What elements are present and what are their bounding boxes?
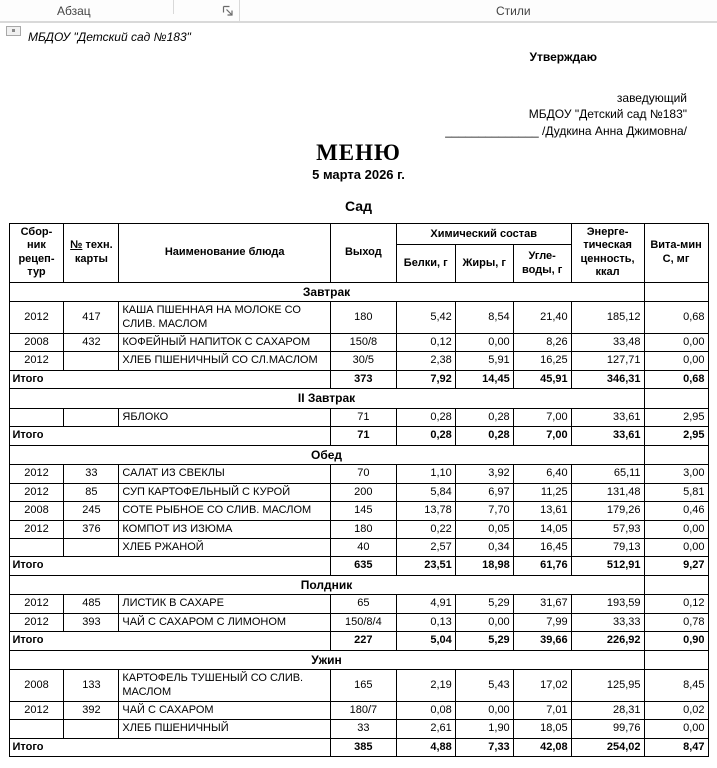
dish-row (9, 352, 708, 370)
cell-carbs: 18,05 (513, 720, 571, 738)
cell-collection: 2012 (9, 613, 64, 631)
dish-row (9, 538, 708, 556)
cell-collection: 2012 (9, 520, 64, 538)
menu-title: МЕНЮ (316, 140, 401, 165)
total-protein: 0,28 (396, 427, 455, 445)
cell-output: 145 (330, 502, 396, 520)
cell-protein: 2,57 (396, 538, 455, 556)
cell-vitamin-c: 0,78 (644, 613, 708, 631)
total-carbs: 45,91 (513, 370, 571, 388)
cell-protein: 0,13 (396, 613, 455, 631)
col-header-protein: Белки, г (396, 245, 455, 282)
total-carbs: 39,66 (513, 632, 571, 650)
cell-output: 180 (330, 302, 396, 334)
cell-kcal: 65,11 (571, 465, 644, 483)
meal-section-title: Обед (9, 445, 644, 465)
total-row (9, 427, 708, 445)
cell-kcal: 125,95 (571, 670, 644, 702)
meal-section-title: Завтрак (9, 282, 644, 302)
menu-table (9, 223, 709, 757)
cell-vitamin-c: 0,46 (644, 502, 708, 520)
meal-section-row (9, 282, 708, 302)
col-header-carbs: Угле-воды, г (513, 245, 571, 282)
cell-protein: 2,19 (396, 670, 455, 702)
cell-dish-name: ХЛЕБ ПШЕНИЧНЫЙ СО СЛ.МАСЛОМ (119, 352, 331, 370)
cell-collection (9, 538, 64, 556)
total-kcal: 33,61 (571, 427, 644, 445)
cell-vitamin-c: 0,68 (644, 302, 708, 334)
total-vitamin-c: 2,95 (644, 427, 708, 445)
dish-row (9, 302, 708, 334)
cell-vitamin-c: 2,95 (644, 408, 708, 426)
cell-carbs: 6,40 (513, 465, 571, 483)
paragraph-dialog-launcher-icon[interactable] (221, 4, 235, 18)
cell-card: 432 (64, 334, 119, 352)
cell-vitamin-c: 8,45 (644, 670, 708, 702)
cell-kcal: 57,93 (571, 520, 644, 538)
cell-vitamin-c: 0,00 (644, 720, 708, 738)
cell-kcal: 79,13 (571, 538, 644, 556)
col-header-card (64, 224, 119, 283)
cell-vitamin-c: 0,12 (644, 595, 708, 613)
cell-collection: 2008 (9, 334, 64, 352)
cell-fat: 0,28 (455, 408, 513, 426)
cell-collection: 2008 (9, 670, 64, 702)
total-output: 385 (330, 738, 396, 756)
cell-carbs: 7,00 (513, 408, 571, 426)
total-label: Итого (9, 557, 330, 575)
total-label: Итого (9, 370, 330, 388)
cell-dish-name: СОТЕ РЫБНОЕ СО СЛИВ. МАСЛОМ (119, 502, 331, 520)
cell-fat: 0,05 (455, 520, 513, 538)
cell-fat: 5,43 (455, 670, 513, 702)
cell-dish-name: ХЛЕБ ПШЕНИЧНЫЙ (119, 720, 331, 738)
cell-output: 150/8/4 (330, 613, 396, 631)
meal-section-tail-cell (644, 282, 708, 302)
cell-fat: 7,70 (455, 502, 513, 520)
total-kcal: 226,92 (571, 632, 644, 650)
total-vitamin-c: 0,68 (644, 370, 708, 388)
dish-row (9, 613, 708, 631)
dish-row (9, 465, 708, 483)
cell-carbs: 11,25 (513, 483, 571, 501)
total-row (9, 370, 708, 388)
meal-section-title: Ужин (9, 650, 644, 670)
cell-vitamin-c: 0,00 (644, 520, 708, 538)
cell-output: 40 (330, 538, 396, 556)
approver-org: МБДОУ "Детский сад №183" (528, 107, 687, 122)
cell-card: 85 (64, 483, 119, 501)
approve-label: Утверждаю (529, 50, 597, 64)
age-group-title: Сад (345, 198, 372, 214)
cell-fat: 0,00 (455, 702, 513, 720)
cell-protein: 2,38 (396, 352, 455, 370)
cell-kcal: 127,71 (571, 352, 644, 370)
cell-output: 30/5 (330, 352, 396, 370)
table-move-handle-icon[interactable] (6, 26, 21, 36)
col-header-energy: Энерге-тическая ценность, ккал (571, 224, 644, 283)
total-output: 71 (330, 427, 396, 445)
cell-kcal: 131,48 (571, 483, 644, 501)
total-protein: 7,92 (396, 370, 455, 388)
cell-kcal: 179,26 (571, 502, 644, 520)
cell-dish-name: ЧАЙ С САХАРОМ (119, 702, 331, 720)
cell-carbs: 17,02 (513, 670, 571, 702)
document-page (0, 23, 717, 757)
total-fat: 18,98 (455, 557, 513, 575)
cell-output: 65 (330, 595, 396, 613)
cell-card: 393 (64, 613, 119, 631)
cell-protein: 0,28 (396, 408, 455, 426)
numero-sign: № (70, 239, 83, 252)
total-carbs: 61,76 (513, 557, 571, 575)
col-header-fat: Жиры, г (455, 245, 513, 282)
dish-row (9, 720, 708, 738)
total-carbs: 42,08 (513, 738, 571, 756)
total-output: 227 (330, 632, 396, 650)
cell-vitamin-c: 0,00 (644, 334, 708, 352)
cell-carbs: 7,99 (513, 613, 571, 631)
total-protein: 5,04 (396, 632, 455, 650)
cell-dish-name: ЛИСТИК В САХАРЕ (119, 595, 331, 613)
cell-card: 392 (64, 702, 119, 720)
cell-vitamin-c: 0,00 (644, 538, 708, 556)
cell-kcal: 28,31 (571, 702, 644, 720)
total-row (9, 738, 708, 756)
col-header-vitamin: Вита-мин С, мг (644, 224, 708, 283)
cell-protein: 0,08 (396, 702, 455, 720)
cell-protein: 5,42 (396, 302, 455, 334)
col-header-dish: Наименование блюда (119, 224, 331, 283)
cell-carbs: 8,26 (513, 334, 571, 352)
cell-carbs: 31,67 (513, 595, 571, 613)
cell-collection: 2012 (9, 465, 64, 483)
meal-section-tail-cell (644, 650, 708, 670)
ribbon-divider (173, 0, 174, 14)
cell-kcal: 33,48 (571, 334, 644, 352)
cell-fat: 0,00 (455, 613, 513, 631)
meal-section-tail-cell (644, 575, 708, 595)
cell-dish-name: КАРТОФЕЛЬ ТУШЕНЫЙ СО СЛИВ. МАСЛОМ (119, 670, 331, 702)
meal-section-tail-cell (644, 445, 708, 465)
cell-output: 165 (330, 670, 396, 702)
total-label: Итого (9, 427, 330, 445)
cell-card (64, 352, 119, 370)
total-output: 373 (330, 370, 396, 388)
cell-dish-name: ЯБЛОКО (119, 408, 331, 426)
cell-output: 33 (330, 720, 396, 738)
cell-output: 180/7 (330, 702, 396, 720)
cell-vitamin-c: 0,00 (644, 352, 708, 370)
total-carbs: 7,00 (513, 427, 571, 445)
total-vitamin-c: 0,90 (644, 632, 708, 650)
dish-row (9, 670, 708, 702)
cell-collection: 2012 (9, 302, 64, 334)
approval-block (445, 49, 687, 139)
cell-collection: 2012 (9, 702, 64, 720)
cell-card: 485 (64, 595, 119, 613)
ribbon-strip (0, 0, 717, 23)
total-protein: 4,88 (396, 738, 455, 756)
cell-kcal: 99,76 (571, 720, 644, 738)
signature-line: ______________ /Дудкина Анна Джимовна/ (445, 123, 687, 138)
dish-row (9, 483, 708, 501)
cell-fat: 0,34 (455, 538, 513, 556)
total-vitamin-c: 9,27 (644, 557, 708, 575)
cell-carbs: 16,25 (513, 352, 571, 370)
cell-protein: 0,22 (396, 520, 455, 538)
cell-kcal: 193,59 (571, 595, 644, 613)
cell-dish-name: КОМПОТ ИЗ ИЗЮМА (119, 520, 331, 538)
meal-section-tail-cell (644, 389, 708, 409)
cell-fat: 8,54 (455, 302, 513, 334)
menu-date: 5 марта 2026 г. (312, 167, 405, 182)
ribbon-group-styles-label: Стили (496, 4, 531, 18)
cell-collection: 2012 (9, 483, 64, 501)
meal-section-row (9, 389, 708, 409)
ribbon-group-paragraph-label: Абзац (57, 4, 91, 18)
cell-vitamin-c: 3,00 (644, 465, 708, 483)
col-header-output: Выход (330, 224, 396, 283)
cell-output: 70 (330, 465, 396, 483)
cell-protein: 13,78 (396, 502, 455, 520)
cell-protein: 5,84 (396, 483, 455, 501)
cell-carbs: 7,01 (513, 702, 571, 720)
total-row (9, 557, 708, 575)
cell-card: 417 (64, 302, 119, 334)
cell-fat: 5,91 (455, 352, 513, 370)
cell-card: 133 (64, 670, 119, 702)
card-label: техн. карты (74, 239, 113, 265)
cell-collection: 2012 (9, 595, 64, 613)
cell-collection: 2012 (9, 352, 64, 370)
cell-protein: 4,91 (396, 595, 455, 613)
cell-output: 150/8 (330, 334, 396, 352)
ribbon-group-separator (239, 0, 240, 23)
total-kcal: 254,02 (571, 738, 644, 756)
total-fat: 0,28 (455, 427, 513, 445)
cell-card: 33 (64, 465, 119, 483)
total-fat: 14,45 (455, 370, 513, 388)
cell-kcal: 185,12 (571, 302, 644, 334)
total-fat: 7,33 (455, 738, 513, 756)
cell-protein: 2,61 (396, 720, 455, 738)
meal-section-row (9, 650, 708, 670)
cell-vitamin-c: 0,02 (644, 702, 708, 720)
total-row (9, 632, 708, 650)
dish-row (9, 334, 708, 352)
cell-dish-name: ХЛЕБ РЖАНОЙ (119, 538, 331, 556)
cell-dish-name: СУП КАРТОФЕЛЬНЫЙ С КУРОЙ (119, 483, 331, 501)
col-header-chem-group: Химический состав (396, 224, 571, 245)
cell-fat: 6,97 (455, 483, 513, 501)
cell-carbs: 14,05 (513, 520, 571, 538)
total-kcal: 512,91 (571, 557, 644, 575)
meal-section-title: II Завтрак (9, 389, 644, 409)
total-protein: 23,51 (396, 557, 455, 575)
cell-fat: 0,00 (455, 334, 513, 352)
cell-output: 180 (330, 520, 396, 538)
total-fat: 5,29 (455, 632, 513, 650)
dish-row (9, 520, 708, 538)
cell-dish-name: КАША ПШЕННАЯ НА МОЛОКЕ СО СЛИВ. МАСЛОМ (119, 302, 331, 334)
total-output: 635 (330, 557, 396, 575)
total-label: Итого (9, 632, 330, 650)
org-name-line: МБДОУ "Детский сад №183" (28, 30, 191, 44)
cell-protein: 1,10 (396, 465, 455, 483)
cell-card: 245 (64, 502, 119, 520)
total-label: Итого (9, 738, 330, 756)
total-vitamin-c: 8,47 (644, 738, 708, 756)
meal-section-title: Полдник (9, 575, 644, 595)
dish-row (9, 595, 708, 613)
dish-row (9, 408, 708, 426)
cell-carbs: 16,45 (513, 538, 571, 556)
cell-carbs: 21,40 (513, 302, 571, 334)
cell-output: 200 (330, 483, 396, 501)
approver-role: заведующий (616, 90, 687, 105)
dish-row (9, 502, 708, 520)
header-row-top (9, 224, 708, 245)
meal-section-row (9, 575, 708, 595)
total-kcal: 346,31 (571, 370, 644, 388)
cell-collection: 2008 (9, 502, 64, 520)
cell-dish-name: КОФЕЙНЫЙ НАПИТОК С САХАРОМ (119, 334, 331, 352)
col-header-collection: Сбор-ник рецеп-тур (9, 224, 64, 283)
cell-card (64, 538, 119, 556)
cell-kcal: 33,33 (571, 613, 644, 631)
cell-fat: 5,29 (455, 595, 513, 613)
cell-protein: 0,12 (396, 334, 455, 352)
cell-fat: 3,92 (455, 465, 513, 483)
cell-vitamin-c: 5,81 (644, 483, 708, 501)
cell-carbs: 13,61 (513, 502, 571, 520)
cell-card (64, 720, 119, 738)
dish-row (9, 702, 708, 720)
cell-kcal: 33,61 (571, 408, 644, 426)
cell-collection (9, 720, 64, 738)
meal-section-row (9, 445, 708, 465)
cell-card (64, 408, 119, 426)
cell-fat: 1,90 (455, 720, 513, 738)
cell-collection (9, 408, 64, 426)
cell-card: 376 (64, 520, 119, 538)
cell-dish-name: САЛАТ ИЗ СВЕКЛЫ (119, 465, 331, 483)
cell-output: 71 (330, 408, 396, 426)
cell-dish-name: ЧАЙ С САХАРОМ С ЛИМОНОМ (119, 613, 331, 631)
